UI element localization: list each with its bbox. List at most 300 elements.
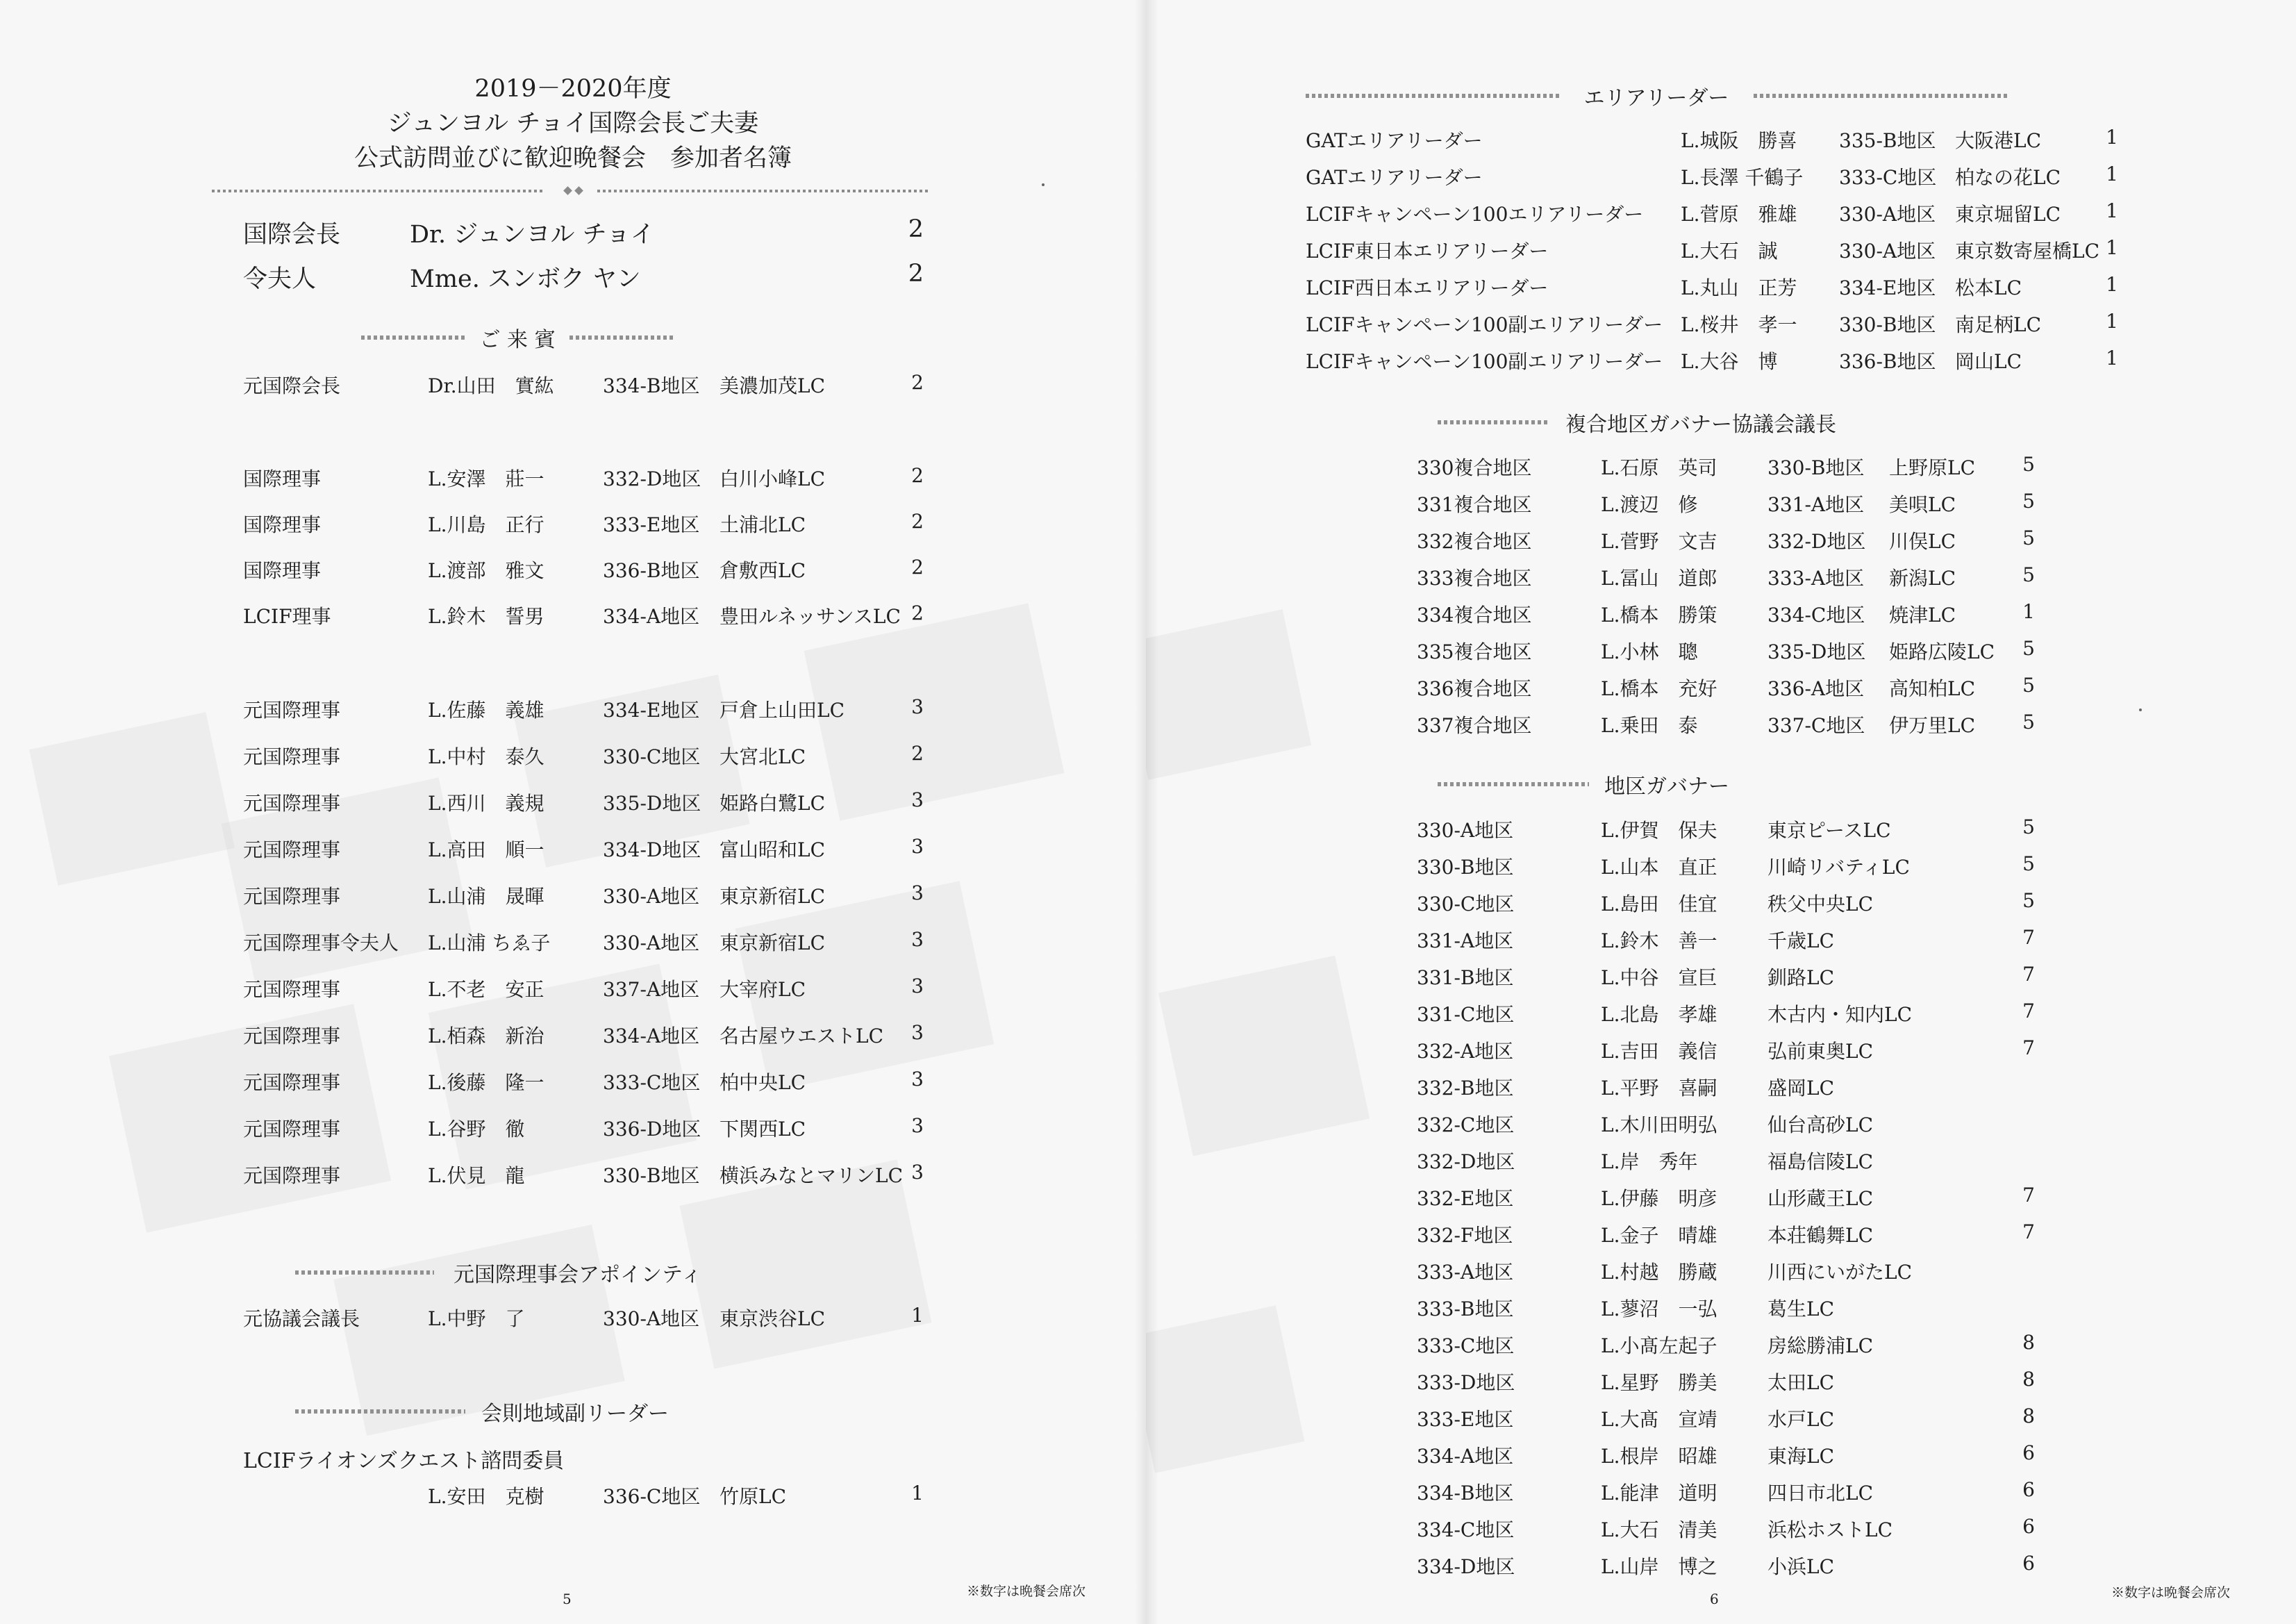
role: 元国際理事 — [243, 885, 341, 908]
club: 東京堀留LC — [1955, 203, 2061, 226]
district: 330-A地区 — [1417, 819, 1514, 842]
name: L.安澤 莊一 — [428, 467, 544, 490]
table-row — [1417, 1441, 2035, 1469]
heading-label: 地区ガバナー — [1604, 774, 1729, 799]
seat-number: 5 — [2022, 637, 2035, 660]
club: 名古屋ウエストLC — [719, 1025, 884, 1047]
name: L.村越 勝蔵 — [1601, 1261, 1717, 1284]
table-row — [243, 1304, 924, 1332]
table-row — [1417, 1368, 2035, 1395]
district: 332-C地区 — [1417, 1113, 1515, 1136]
name: L.中村 泰久 — [428, 745, 544, 768]
role: 国際理事 — [243, 559, 322, 582]
role: 国際理事 — [243, 513, 322, 536]
seat-number: 5 — [2022, 563, 2035, 586]
role: 令夫人 — [243, 265, 317, 293]
seat-number: 8 — [2022, 1405, 2035, 1427]
club: 高知柏LC — [1889, 677, 1976, 700]
title-line-3: 公式訪問並びに歓迎晩餐会 参加者名簿 — [353, 144, 792, 172]
table-row — [243, 1482, 924, 1509]
name: L.冨山 道郎 — [1601, 567, 1717, 590]
table-row — [243, 464, 924, 492]
club: 富山昭和LC — [719, 838, 826, 861]
seat-number: 6 — [2022, 1441, 2035, 1464]
background-tile — [29, 712, 235, 886]
name: L.栢森 新治 — [428, 1025, 544, 1047]
multi-district: 335複合地区 — [1417, 640, 1532, 663]
club: 福島信陵LC — [1767, 1150, 1874, 1173]
name: L.高田 順一 — [428, 838, 544, 861]
scan-speck — [2139, 709, 2142, 711]
club: 南足柄LC — [1955, 313, 2042, 336]
seat-number: 3 — [911, 975, 924, 997]
role: 元国際理事 — [243, 745, 341, 768]
role: 元協議会議長 — [243, 1307, 360, 1330]
name: L.川島 正行 — [428, 513, 544, 536]
name: L.金子 晴雄 — [1601, 1224, 1717, 1247]
table-row — [243, 975, 924, 1002]
club: 戸倉上山田LC — [719, 699, 845, 722]
club: 仙台高砂LC — [1767, 1113, 1874, 1136]
district: 332-D地区 — [1767, 530, 1866, 553]
club: 大阪港LC — [1955, 129, 2042, 152]
table-row — [1417, 889, 2035, 917]
heading-label: 元国際理事会アポインティ — [454, 1263, 702, 1287]
table-row — [243, 371, 924, 399]
name: L.渡辺 修 — [1601, 493, 1698, 516]
seat-number: 3 — [911, 1021, 924, 1044]
district: 333-E地区 — [1417, 1408, 1514, 1431]
name: L.乗田 泰 — [1601, 714, 1698, 737]
club: 本荘鶴舞LC — [1767, 1224, 1874, 1247]
table-row — [1417, 490, 2035, 517]
multi-district: 331複合地区 — [1417, 493, 1532, 516]
club: 姫路白鷺LC — [719, 792, 826, 815]
district: 336-B地区 — [1839, 350, 1936, 373]
seat-number: 3 — [911, 881, 924, 904]
table-row — [1417, 1257, 2035, 1285]
name: L.平野 喜嗣 — [1601, 1077, 1717, 1100]
table-row — [243, 1161, 924, 1188]
table-row — [1417, 1184, 2035, 1211]
page-number: 6 — [1710, 1591, 1719, 1607]
district: 336-C地区 — [603, 1485, 701, 1508]
table-row — [1417, 563, 2035, 591]
name: L.不老 安正 — [428, 978, 544, 1001]
name: L.伏見 龍 — [428, 1164, 525, 1187]
club: 川西にいがたLC — [1767, 1261, 1913, 1284]
seat-number: 5 — [2022, 815, 2035, 838]
table-row — [1417, 1036, 2035, 1064]
seat-number: 1 — [2106, 347, 2118, 370]
district: 332-F地区 — [1417, 1224, 1513, 1247]
club: 上野原LC — [1889, 456, 1976, 479]
seat-number: 1 — [2106, 310, 2118, 333]
name: L.北島 孝雄 — [1601, 1003, 1717, 1026]
table-row — [1417, 1147, 2035, 1175]
district: 332-B地区 — [1417, 1077, 1514, 1100]
table-row — [1417, 963, 2035, 991]
table-row — [1417, 600, 2035, 628]
district: 332-D地区 — [1417, 1150, 1515, 1173]
name: L.安田 克樹 — [428, 1485, 544, 1508]
table-row — [1417, 1331, 2035, 1359]
seat-number: 7 — [2022, 926, 2035, 949]
seat-number: 2 — [908, 260, 924, 288]
table-row — [243, 602, 924, 629]
seat-number: 1 — [911, 1482, 924, 1505]
table-row — [1306, 310, 2118, 338]
role: 元国際理事 — [243, 838, 341, 861]
table-row — [1417, 1405, 2035, 1432]
club: 倉敷西LC — [719, 559, 806, 582]
seat-number: 1 — [2106, 199, 2118, 222]
club: 弘前東奥LC — [1767, 1040, 1874, 1063]
heading-label: 複合地区ガバナー協議会議長 — [1565, 413, 1836, 437]
role: 元国際理事 — [243, 1071, 341, 1094]
club: 大宰府LC — [719, 978, 806, 1001]
club: 岡山LC — [1955, 350, 2022, 373]
title-line-2: ジュンヨル チョイ国際会長ご夫妻 — [387, 110, 759, 138]
club: 東京新宿LC — [719, 931, 826, 954]
seat-number: 5 — [2022, 490, 2035, 513]
district: 331-C地区 — [1417, 1003, 1515, 1026]
district: 330-B地区 — [1417, 856, 1514, 879]
name: L.島田 佳宜 — [1601, 893, 1717, 915]
page-number: 5 — [563, 1591, 572, 1607]
district: 337-A地区 — [603, 978, 700, 1001]
seat-number: 5 — [2022, 453, 2035, 476]
name: L.大石 誠 — [1681, 240, 1778, 263]
seat-number: 3 — [911, 835, 924, 858]
multi-district: 334複合地区 — [1417, 604, 1532, 627]
district: 331-A地区 — [1417, 929, 1514, 952]
club: 水戸LC — [1767, 1408, 1835, 1431]
background-tile — [1146, 1305, 1304, 1473]
table-row — [243, 835, 924, 863]
club: 浜松ホストLC — [1767, 1518, 1893, 1541]
seat-number: 5 — [2022, 711, 2035, 734]
district: 332-A地区 — [1417, 1040, 1514, 1063]
role: LCIFキャンペーン100副エリアリーダー — [1306, 350, 1663, 373]
district: 330-B地区 — [1839, 313, 1936, 336]
seat-number: 2 — [911, 510, 924, 533]
name: L.中谷 宣巨 — [1601, 966, 1717, 989]
seat-number: 1 — [2022, 600, 2035, 623]
seat-number: 6 — [2022, 1478, 2035, 1501]
club: 木古内・知内LC — [1767, 1003, 1913, 1026]
role: GATエリアリーダー — [1306, 129, 1483, 152]
club: 葛生LC — [1767, 1298, 1835, 1320]
district: 333-C地区 — [603, 1071, 701, 1094]
council-heading — [1438, 407, 1836, 438]
district: 332-E地区 — [1417, 1187, 1514, 1210]
seat-number: 5 — [2022, 527, 2035, 549]
district: 335-D地区 — [603, 792, 701, 815]
name: L.橋本 勝策 — [1601, 604, 1717, 627]
principal-row — [243, 215, 924, 249]
seat-number: 2 — [911, 556, 924, 579]
guests-heading — [361, 322, 674, 353]
club: 盛岡LC — [1767, 1077, 1835, 1100]
name: L.大谷 博 — [1681, 350, 1778, 373]
district: 332-D地区 — [603, 467, 701, 490]
governor-heading — [1438, 769, 1729, 799]
seat-number: 3 — [911, 695, 924, 718]
table-row — [1417, 1000, 2035, 1027]
table-row — [243, 928, 924, 956]
seat-number: 3 — [911, 1068, 924, 1091]
club: 四日市北LC — [1767, 1482, 1874, 1505]
role: 元国際理事 — [243, 792, 341, 815]
district: 333-A地区 — [1767, 567, 1865, 590]
name: L.岸 秀年 — [1601, 1150, 1698, 1173]
role: 元国際会長 — [243, 374, 341, 397]
scan-speck — [1042, 183, 1045, 186]
club: 川俣LC — [1889, 530, 1956, 553]
club: 東京数寄屋橋LC — [1955, 240, 2100, 263]
district: 330-A地区 — [603, 931, 700, 954]
right-page — [1146, 0, 2296, 1624]
club: 下関西LC — [719, 1118, 806, 1141]
name: L.根岸 昭雄 — [1601, 1445, 1717, 1468]
district: 336-A地区 — [1767, 677, 1865, 700]
title-line-1: 2019－2020年度 — [474, 75, 672, 103]
title-divider — [212, 186, 931, 196]
name: Dr.山田 實紘 — [428, 374, 554, 397]
vice-leader-role: LCIFライオンズクエスト諮問委員 — [243, 1449, 565, 1473]
name: L.菅野 文吉 — [1601, 530, 1717, 553]
club: 土浦北LC — [719, 513, 806, 536]
name: L.山岸 博之 — [1601, 1555, 1717, 1578]
background-tile — [1146, 609, 1311, 780]
table-row — [1417, 711, 2035, 738]
name: L.山浦 晟暉 — [428, 885, 544, 908]
name: L.木川田明弘 — [1601, 1113, 1717, 1136]
name: L.星野 勝美 — [1601, 1371, 1717, 1394]
district: 331-B地区 — [1417, 966, 1514, 989]
background-tile — [1158, 956, 1370, 1157]
district: 334-D地区 — [1417, 1555, 1515, 1578]
name: L.佐藤 義雄 — [428, 699, 544, 722]
seat-number: 1 — [2106, 236, 2118, 259]
role: 元国際理事 — [243, 1025, 341, 1047]
name: L.鈴木 善一 — [1601, 929, 1717, 952]
table-row — [1417, 527, 2035, 554]
name: L.桜井 孝一 — [1681, 313, 1797, 336]
club: 東海LC — [1767, 1445, 1835, 1468]
area-leader-heading — [1306, 81, 2007, 111]
name: L.丸山 正芳 — [1681, 276, 1797, 299]
table-row — [243, 1068, 924, 1095]
table-row — [1306, 236, 2118, 264]
table-row — [1417, 1294, 2035, 1322]
club: 柏なの花LC — [1955, 166, 2061, 189]
district: 333-B地区 — [1417, 1298, 1514, 1320]
seat-number: 2 — [908, 215, 924, 243]
seat-number: 7 — [2022, 1000, 2035, 1022]
seat-number: 5 — [2022, 674, 2035, 697]
district: 330-A地区 — [603, 885, 700, 908]
seat-number: 2 — [911, 742, 924, 765]
district: 334-B地区 — [603, 374, 700, 397]
table-row — [243, 510, 924, 538]
seat-number: 3 — [911, 788, 924, 811]
name: L.伊藤 明彦 — [1601, 1187, 1717, 1210]
name: Mme. スンボク ヤン — [410, 265, 641, 293]
principal-row — [243, 260, 924, 293]
seat-note: ※数字は晩餐会席次 — [2111, 1585, 2231, 1600]
seat-note: ※数字は晩餐会席次 — [967, 1584, 1086, 1599]
district: 330-A地区 — [603, 1307, 700, 1330]
left-page — [0, 0, 1146, 1624]
club: 房総勝浦LC — [1767, 1334, 1874, 1357]
seat-number: 6 — [2022, 1515, 2035, 1538]
table-row — [1417, 1220, 2035, 1248]
name: L.渡部 雅文 — [428, 559, 544, 582]
multi-district: 332複合地区 — [1417, 530, 1532, 553]
district: 333-C地区 — [1417, 1334, 1515, 1357]
district: 336-D地区 — [603, 1118, 701, 1141]
role: 元国際理事 — [243, 1164, 341, 1187]
table-row — [243, 742, 924, 770]
heading-label: エリアリーダー — [1583, 86, 1729, 110]
table-row — [1417, 1073, 2035, 1101]
table-row — [243, 695, 924, 723]
name: L.吉田 義信 — [1601, 1040, 1717, 1063]
vice-leader-heading — [295, 1396, 684, 1427]
role: 元国際理事 — [243, 1118, 341, 1141]
multi-district: 336複合地区 — [1417, 677, 1532, 700]
table-row — [1417, 674, 2035, 702]
club: 竹原LC — [719, 1485, 787, 1508]
club: 大宮北LC — [719, 745, 806, 768]
district: 333-D地区 — [1417, 1371, 1515, 1394]
name: L.小髙左起子 — [1601, 1334, 1717, 1357]
multi-district: 333複合地区 — [1417, 567, 1532, 590]
seat-number: 5 — [2022, 852, 2035, 875]
table-row — [243, 1021, 924, 1049]
book-gutter — [1135, 0, 1158, 1624]
club: 東京新宿LC — [719, 885, 826, 908]
table-row — [1306, 199, 2118, 227]
name: L.大髙 宣靖 — [1601, 1408, 1717, 1431]
role: 国際理事 — [243, 467, 322, 490]
district: 334-D地区 — [603, 838, 701, 861]
role: GATエリアリーダー — [1306, 166, 1483, 189]
club: 東京渋谷LC — [719, 1307, 826, 1330]
role: 元国際理事令夫人 — [243, 931, 399, 954]
club: 姫路広陵LC — [1889, 640, 1995, 663]
name: L.能津 道明 — [1601, 1482, 1717, 1505]
district: 330-C地区 — [1417, 893, 1515, 915]
name: L.西川 義規 — [428, 792, 544, 815]
seat-number: 3 — [911, 928, 924, 951]
district: 330-C地区 — [603, 745, 701, 768]
role: 元国際理事 — [243, 699, 341, 722]
seat-number: 2 — [911, 464, 924, 487]
multi-district: 337複合地区 — [1417, 714, 1532, 737]
seat-number: 7 — [2022, 1220, 2035, 1243]
district: 334-A地区 — [603, 605, 700, 628]
heading-label: 会則地域副リーダー — [481, 1402, 669, 1426]
seat-number: 7 — [2022, 1184, 2035, 1207]
seat-number: 1 — [2106, 126, 2118, 149]
table-row — [1417, 637, 2035, 665]
district: 334-C地区 — [1767, 604, 1865, 627]
table-row — [1417, 852, 2035, 880]
role: LCIF理事 — [243, 605, 331, 628]
district: 334-A地区 — [603, 1025, 700, 1047]
club: 小浜LC — [1767, 1555, 1835, 1578]
role: LCIF西日本エリアリーダー — [1306, 276, 1549, 299]
district: 331-A地区 — [1767, 493, 1865, 516]
club: 千歳LC — [1767, 929, 1835, 952]
district: 334-B地区 — [1417, 1482, 1514, 1505]
table-row — [1417, 453, 2035, 481]
name: L.石原 英司 — [1601, 456, 1717, 479]
club: 柏中央LC — [719, 1071, 806, 1094]
seat-number: 1 — [2106, 163, 2118, 185]
club: 太田LC — [1767, 1371, 1835, 1394]
table-row — [1306, 347, 2118, 374]
name: L.山本 直正 — [1601, 856, 1717, 879]
district: 334-A地区 — [1417, 1445, 1514, 1468]
club: 山形蔵王LC — [1767, 1187, 1874, 1210]
table-row — [1417, 1552, 2035, 1580]
name: L.後藤 隆一 — [428, 1071, 544, 1094]
district: 333-E地区 — [603, 513, 700, 536]
role: 国際会長 — [243, 221, 341, 249]
role: LCIF東日本エリアリーダー — [1306, 240, 1549, 263]
club: 東京ピースLC — [1767, 819, 1891, 842]
seat-number: 1 — [911, 1304, 924, 1327]
name: L.蓼沼 一弘 — [1601, 1298, 1717, 1320]
seat-number: 2 — [911, 371, 924, 394]
club: 川崎リバティLC — [1767, 856, 1910, 879]
table-row — [1417, 926, 2035, 954]
district: 330-B地区 — [1767, 456, 1865, 479]
name: Dr. ジュンヨル チョイ — [410, 221, 655, 249]
name: L.菅原 雅雄 — [1681, 203, 1797, 226]
name: L.城阪 勝喜 — [1681, 129, 1797, 152]
name: L.山浦 ちゑ子 — [428, 931, 551, 954]
role: 元国際理事 — [243, 978, 341, 1001]
name: L.鈴木 誓男 — [428, 605, 544, 628]
table-row — [1306, 126, 2118, 154]
seat-number: 8 — [2022, 1368, 2035, 1391]
district: 333-C地区 — [1839, 166, 1937, 189]
seat-number: 6 — [2022, 1552, 2035, 1575]
table-row — [1417, 815, 2035, 843]
club: 松本LC — [1955, 276, 2022, 299]
district: 334-E地区 — [603, 699, 700, 722]
district: 336-B地区 — [603, 559, 700, 582]
name: L.長澤 千鶴子 — [1681, 166, 1804, 189]
district: 335-D地区 — [1767, 640, 1866, 663]
name: L.小林 聰 — [1601, 640, 1698, 663]
district: 333-A地区 — [1417, 1261, 1514, 1284]
club: 焼津LC — [1889, 604, 1956, 627]
club: 新潟LC — [1889, 567, 1956, 590]
seat-number: 7 — [2022, 1036, 2035, 1059]
district: 337-C地区 — [1767, 714, 1865, 737]
name: L.橋本 充好 — [1601, 677, 1717, 700]
district: 334-E地区 — [1839, 276, 1936, 299]
seat-number: 7 — [2022, 963, 2035, 986]
role: LCIFキャンペーン100副エリアリーダー — [1306, 313, 1663, 336]
role: LCIFキャンペーン100エリアリーダー — [1306, 203, 1644, 226]
